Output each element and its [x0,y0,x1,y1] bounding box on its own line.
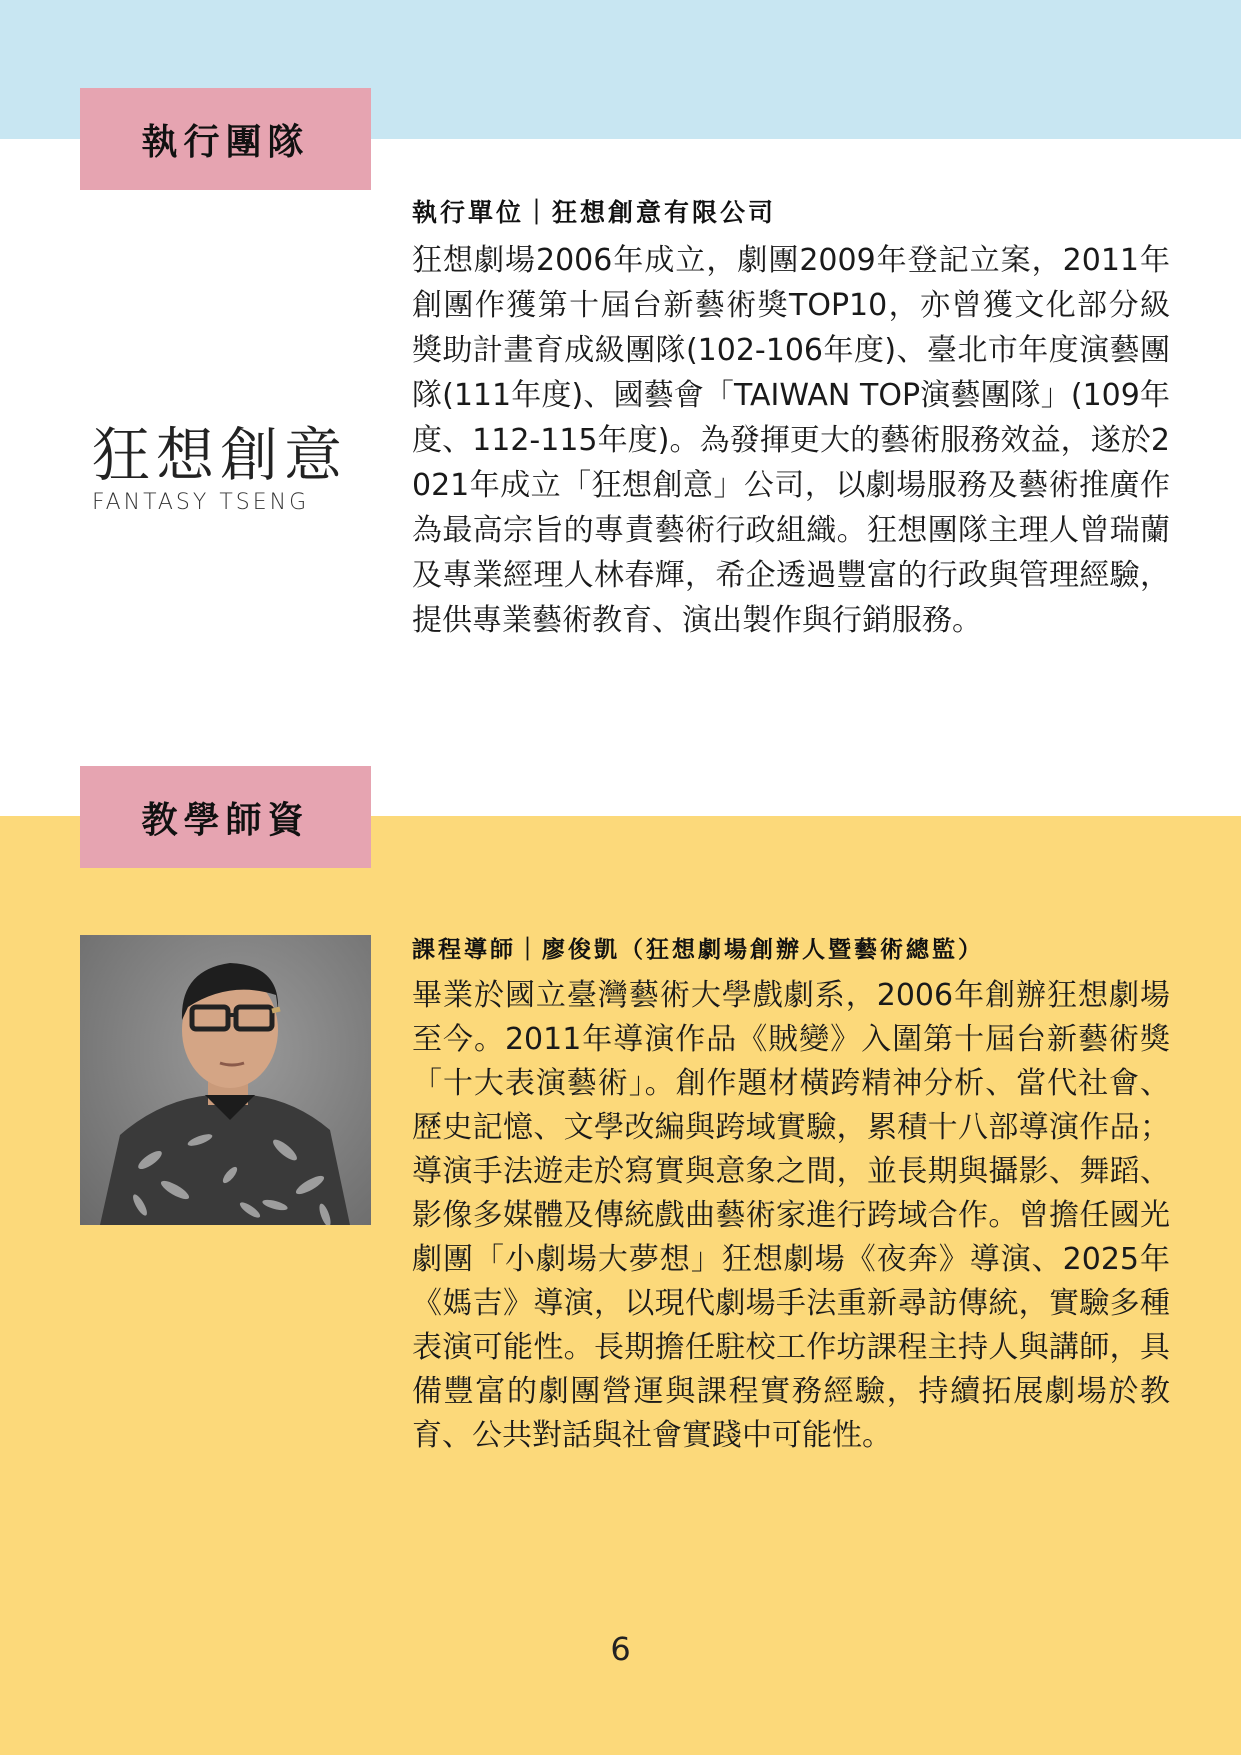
page-number: 6 [610,1630,631,1668]
team-heading: 執行單位｜狂想創意有限公司 [412,198,777,227]
portrait-illustration [80,935,371,1225]
logo-chinese-text: 狂想創意 [92,421,349,489]
team-description: 狂想劇場2006年成立，劇團2009年登記立案，2011年創團作獲第十屆台新藝術獎TOP10，亦曾獲文化部分級獎助計畫育成級團隊(102-106年度)、臺北市年度演藝團隊(111年度)、國藝會「TAIWAN TOP演藝團隊」(109年度、112-115年度)。為發揮更大的藝術服務效益，遂於2021年成立「狂想創意」公司，以劇場服務及藝術推廣作為最高宗旨的專責藝術行政組織。狂想團隊主理人曾瑞蘭及專業經理人林春輝，希企透過豐富的行政與管理經驗，提供專業藝術教育、演出製作與行銷服務。 [412,243,1170,638]
teacher-heading: 課程導師｜廖俊凱（狂想劇場創辦人暨藝術總監） [412,936,984,963]
teacher-portrait-photo [80,935,371,1225]
section-tag-teacher: 教學師資 [80,766,371,868]
logo-english-text: FANTASY TSENG [92,490,310,515]
teacher-description: 畢業於國立臺灣藝術大學戲劇系，2006年創辦狂想劇場至今。2011年導演作品《賊變》入圍第十屆台新藝術獎「十大表演藝術」。創作題材橫跨精神分析、當代社會、歷史記憶、文學改編與跨域實驗，累積十八部導演作品；導演手法遊走於寫實與意象之間，並長期與攝影、舞蹈、影像多媒體及傳統戲曲藝術家進行跨域合作。曾擔任國光劇團「小劇場大夢想」狂想劇場《夜奔》導演、2025年《媽吉》導演，以現代劇場手法重新尋訪傳統，實驗多種表演可能性。長期擔任駐校工作坊課程主持人與講師，具備豐富的劇團營運與課程實務經驗，持續拓展劇場於教育、公共對話與社會實踐中可能性。 [412,978,1170,1453]
company-logo [92,422,362,515]
section-tag-team: 執行團隊 [80,88,371,190]
